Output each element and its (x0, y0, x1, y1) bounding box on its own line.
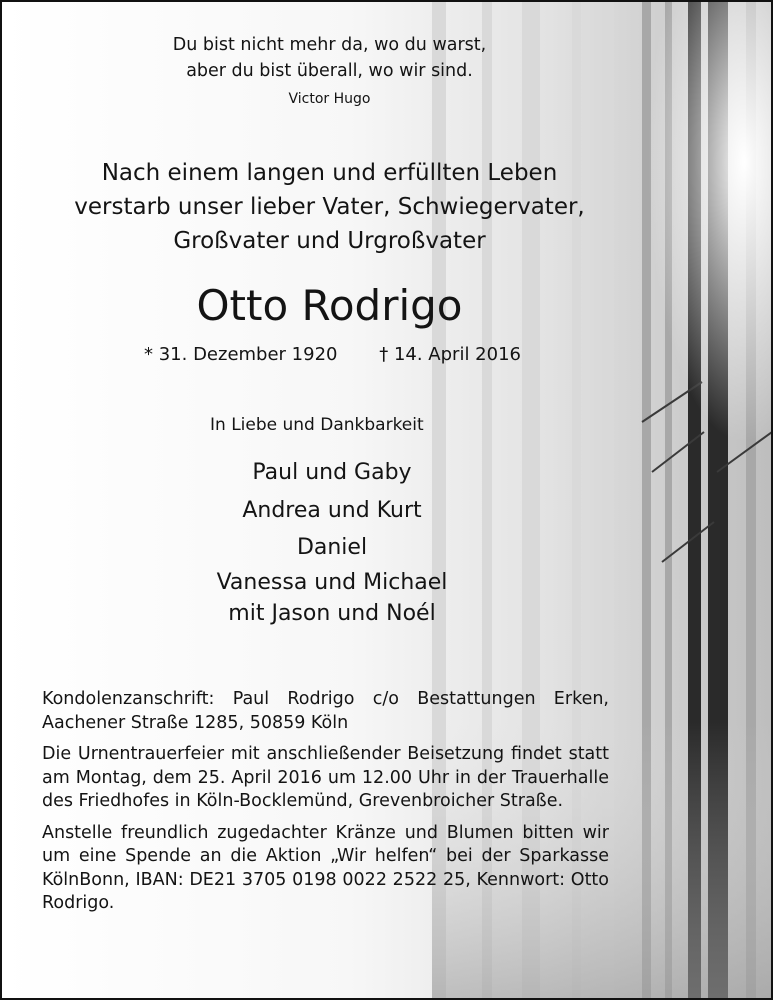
ceremony-info: Die Urnentrauerfeier mit anschließender Beisetzung findet statt am Montag, dem 25. April 2016 um 12.00 Uhr in der Trauerhalle des Friedhofes in Köln-Bocklemünd, Grevenbroicher Straße. (42, 744, 609, 811)
mourner-entry: mit Jason und Noél (228, 600, 436, 626)
donation-request: Anstelle freundlich zugedachter Kränze und Blumen bitten wir um eine Spende an die Aktion „Wir helfen“ bei der Sparkasse KölnBonn, IBAN: DE21 3705 0198 0022 2522 25, Kennwort: Otto Rodrigo. (42, 822, 609, 913)
details-text (42, 688, 609, 924)
intro-text (42, 156, 617, 258)
mourner-entry: Andrea und Kurt (242, 497, 422, 523)
notice-content (2, 2, 773, 1000)
condolence-address: Kondolenzanschrift: Paul Rodrigo c/o Bestattungen Erken, Aachener Straße 1285, 50859 Köln (42, 689, 609, 733)
mourners-heading: In Liebe und Dankbarkeit (210, 415, 424, 435)
mourner-entry: Daniel (296, 535, 368, 560)
quote-block (62, 32, 597, 110)
intro-line: Großvater und Urgroßvater (173, 228, 486, 254)
intro-line: verstarb unser lieber Vater, Schwiegervater, (74, 194, 585, 220)
quote-author: Victor Hugo (288, 91, 371, 107)
quote-line: Du bist nicht mehr da, wo du warst, (172, 35, 487, 55)
mourner-entry: Paul und Gaby (252, 460, 412, 485)
death-date: † 14. April 2016 (379, 344, 521, 365)
deceased-name: Otto Rodrigo (196, 281, 463, 330)
quote-line: aber du bist überall, wo wir sind. (186, 61, 473, 81)
life-dates (144, 344, 521, 365)
mourner-entry: Vanessa und Michael (216, 569, 448, 595)
intro-line: Nach einem langen und erfüllten Leben (101, 160, 558, 186)
birth-date: * 31. Dezember 1920 (144, 344, 338, 365)
mourners-list (102, 454, 562, 629)
